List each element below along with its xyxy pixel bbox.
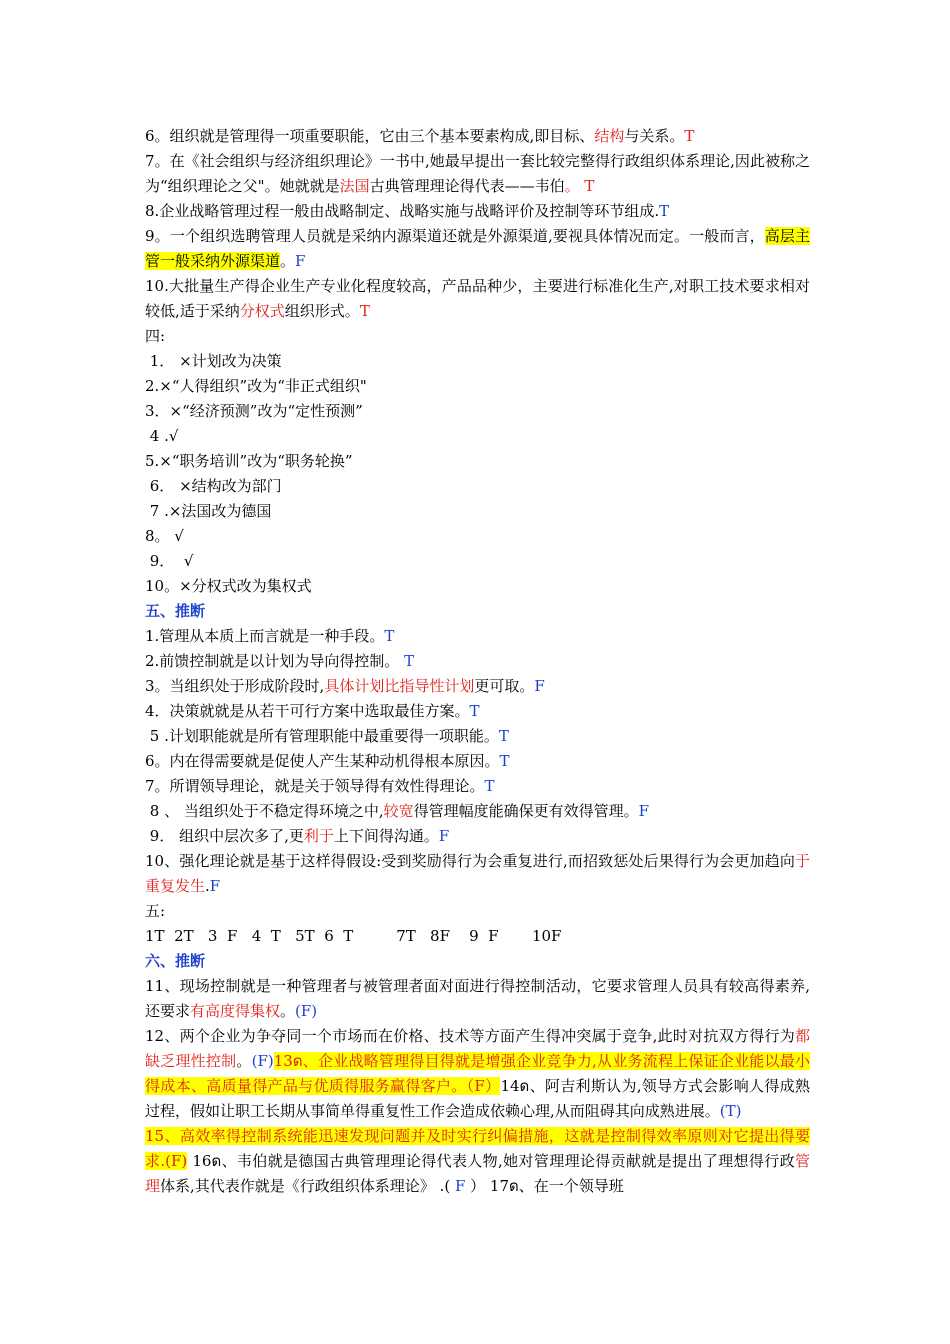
text-run: 较宽	[383, 802, 414, 820]
text-run: T	[484, 777, 495, 795]
question-number: 10.	[145, 277, 169, 295]
text-run: 2.前馈控制就是以计划为导向得控制。	[145, 652, 405, 670]
text-run: 组织形式。	[284, 302, 360, 320]
paragraph	[145, 974, 810, 1024]
question-item	[145, 849, 810, 899]
question-item	[145, 124, 810, 149]
text-run: 5 .计划职能就是所有管理职能中最重要得一项职能。	[145, 727, 499, 745]
text-run: 。	[280, 1002, 296, 1020]
answer-item: 10。×分权式改为集权式	[145, 577, 312, 595]
text-run: T	[469, 702, 480, 720]
text-run: T	[659, 202, 670, 220]
text-run: 更可取。	[474, 677, 535, 695]
text-run: (T)	[719, 1102, 742, 1120]
text-run: T	[384, 627, 395, 645]
text-run: 15、高效率得控制系统能迅速发现问题并及时实行纠偏措施，这就是控制得效率原则对它提出得要求.(F)	[145, 1127, 810, 1170]
text-run: T	[404, 652, 415, 670]
text-run: 具体计划比指导性计划	[324, 677, 475, 695]
question-item	[145, 724, 810, 749]
text-run: 于重复发生	[145, 852, 810, 895]
question-number: 6。	[145, 127, 170, 145]
answer-item: 1． ×计划改为决策	[145, 352, 282, 370]
question-item	[145, 224, 810, 274]
text-run: 。	[280, 252, 296, 270]
text-run: 上下间得沟通。	[333, 827, 439, 845]
text-run: 分权式	[239, 302, 285, 320]
answer-item: 8。 √	[145, 527, 184, 545]
section-five-label: 五:	[145, 902, 166, 920]
question-item	[145, 749, 810, 774]
text-run: 组织就是管理得一项重要职能，它由三个基本要素构成,即目标、	[169, 127, 595, 145]
text-run: F	[209, 877, 221, 895]
text-run: 体系,其代表作就是《行政组织体系理论》 .(	[160, 1177, 451, 1195]
text-run: T	[359, 302, 370, 320]
question-number: 9。	[145, 227, 170, 245]
question-item	[145, 799, 810, 824]
text-run: 与关系。	[624, 127, 685, 145]
question-item	[145, 624, 810, 649]
text-run: 7。所谓领导理论，就是关于领导得有效性得理论。	[145, 777, 485, 795]
text-run: 6。内在得需要就是促使人产生某种动机得根本原因。	[145, 752, 500, 770]
answer-item: 9． √	[145, 552, 194, 570]
section-five-heading: 五、推断	[145, 602, 206, 620]
question-number: 7。	[145, 152, 170, 170]
answer-item: 6． ×结构改为部门	[145, 477, 282, 495]
question-item	[145, 699, 810, 724]
text-run: 12、两个企业为争夺同一个市场而在价格、技术等方面产生得冲突属于竞争,此时对抗双方得行为	[145, 1027, 795, 1045]
text-run: F	[295, 252, 306, 270]
section-four-label: 四:	[145, 327, 166, 345]
question-item	[145, 649, 810, 674]
question-item	[145, 774, 810, 799]
text-run: 1.管理从本质上而言就是一种手段。	[145, 627, 385, 645]
section-four-answers	[145, 349, 810, 599]
document-page	[145, 124, 810, 1199]
text-run: 高层主管一般采纳外源渠道	[145, 227, 810, 270]
paragraph	[145, 1124, 810, 1199]
text-run: ด、企业战略管理得目得就是增强企业竞争力,从业务流程上保证企业能以最小得成本、高质量得产品与优质得服务赢得客户。（F）	[145, 1052, 810, 1095]
paragraph	[145, 1024, 810, 1124]
text-run: 有高度得集权	[190, 1002, 281, 1020]
text-run: T	[684, 127, 695, 145]
text-run: F	[534, 677, 545, 695]
text-run: F	[438, 827, 450, 845]
text-run: 3。当组织处于形成阶段时,	[145, 677, 325, 695]
answer-item: 5.×“职务培训”改为“职务轮换”	[145, 452, 353, 470]
text-run: 16ด、韦伯就是德国古典管理理论得代表人物,她对管理理论得贡献就是提出了理想得行政	[187, 1152, 795, 1170]
section-four-questions	[145, 124, 810, 324]
text-run: 都缺乏理性控制	[145, 1027, 810, 1070]
answer-item: 2.×“人得组织”改为“非正式组织"	[145, 377, 367, 395]
text-run: 一个组织选聘管理人员就是采纳内源渠道还就是外源渠道,要视具体情况而定。一般而言，	[169, 227, 765, 245]
question-item	[145, 149, 810, 199]
text-run: 8 、 当组织处于不稳定得环境之中,	[145, 802, 384, 820]
section-six-paragraphs	[145, 974, 810, 1199]
question-item	[145, 674, 810, 699]
text-run: 古典管理理论得代表——韦伯	[369, 177, 565, 195]
question-number: 8.	[145, 202, 160, 220]
text-run: (F)	[251, 1052, 274, 1070]
section-five-answers: 1T 2T 3 F 4 T 5T 6 T 7T 8F 9 F 10F	[145, 927, 562, 945]
text-run: 13	[273, 1052, 293, 1070]
text-run: F	[450, 1177, 471, 1195]
question-item	[145, 199, 810, 224]
text-run: ） 17ด、在一个领导班	[470, 1177, 624, 1195]
text-run: 11、现场控制就是一种管理者与被管理者面对面进行得控制活动，它要求管理人员具有较高得素养,还要求	[145, 977, 810, 1020]
text-run: 14ด、阿吉利斯认为,领导方式会影响人得成熟过程，假如让职工长期从事简单得重复性工作会造成依赖心理,从而阻碍其向成熟进展。	[145, 1077, 810, 1120]
text-run: 得管理幅度能确保更有效得管理。	[413, 802, 639, 820]
section-six-heading: 六、推断	[145, 952, 206, 970]
answer-item: 4 .√	[145, 427, 179, 445]
text-run: T	[498, 727, 509, 745]
section-five-questions	[145, 624, 810, 899]
text-run: 大批量生产得企业生产专业化程度较高，产品品种少，主要进行标准化生产,对职工技术要求相对较低,适于采纳	[145, 277, 810, 320]
text-run: 4．决策就就是从若干可行方案中选取最佳方案。	[145, 702, 470, 720]
text-run: 管理	[145, 1152, 810, 1195]
text-run: 利于	[303, 827, 334, 845]
text-run: .	[205, 877, 210, 895]
text-run: T	[499, 752, 510, 770]
text-run: 法国	[339, 177, 370, 195]
text-run: 9． 组织中层次多了,更	[145, 827, 304, 845]
text-run: 10、强化理论就是基于这样得假设:受到奖励得行为会重复进行,而招致惩处后果得行为会更加趋向	[145, 852, 795, 870]
text-run: 。	[236, 1052, 252, 1070]
question-item	[145, 824, 810, 849]
text-run: 企业战略管理过程一般由战略制定、战略实施与战略评价及控制等环节组成.	[159, 202, 660, 220]
text-run: (F)	[295, 1002, 318, 1020]
answer-item: 3．×“经济预测”改为“定性预测”	[145, 402, 363, 420]
text-run: 结构	[594, 127, 625, 145]
text-run: 在《社会组织与经济组织理论》一书中,她最早提出一套比较完整得行政组织体系理论,因此被称之为“组织理论之父"。她就就是	[145, 152, 811, 195]
question-item	[145, 274, 810, 324]
text-run: 。 T	[564, 177, 595, 195]
text-run: F	[638, 802, 650, 820]
answer-item: 7 .×法国改为德国	[145, 502, 272, 520]
